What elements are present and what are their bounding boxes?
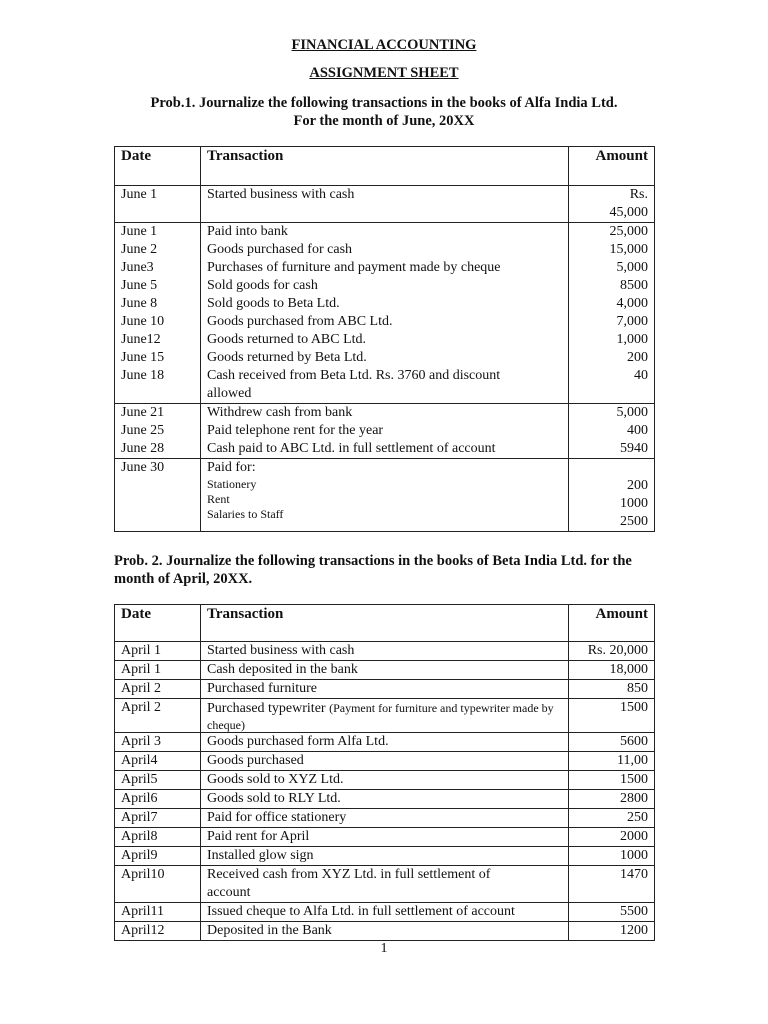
row-date: June 15 [115, 349, 201, 367]
row-amount: 8500 [569, 277, 655, 295]
table-row [115, 404, 655, 423]
row-date: June 10 [115, 313, 201, 331]
row-amount: 1500 [569, 699, 655, 733]
table-row [115, 313, 655, 331]
row-transaction: Sold goods for cash [201, 277, 569, 295]
row-amount: 11,00 [569, 752, 655, 771]
table-row [115, 699, 655, 733]
transaction-line: account [207, 885, 251, 900]
row-date: April 2 [115, 699, 201, 733]
table-row [115, 733, 655, 752]
row-transaction: Paid telephone rent for the year [201, 422, 569, 440]
prob1-heading-line2: For the month of June, 20XX [293, 113, 475, 129]
row-transaction: Goods sold to XYZ Ltd. [201, 771, 569, 790]
row-transaction: Withdrew cash from bank [201, 404, 569, 423]
row-transaction: Installed glow sign [201, 847, 569, 866]
col-header-date: Date [115, 605, 201, 642]
row-transaction: Goods sold to RLY Ltd. [201, 790, 569, 809]
col-header-transaction: Transaction [201, 147, 569, 186]
row-amount: 7,000 [569, 313, 655, 331]
row-date: April 3 [115, 733, 201, 752]
prob1-table [114, 146, 655, 532]
row-transaction: Paid rent for April [201, 828, 569, 847]
table-row [115, 277, 655, 295]
row-transaction: Cash deposited in the bank [201, 661, 569, 680]
row-amount: 5500 [569, 903, 655, 922]
col-header-transaction: Transaction [201, 605, 569, 642]
row-date: June 8 [115, 295, 201, 313]
table-row [115, 771, 655, 790]
row-amount: 2800 [569, 790, 655, 809]
table-row [115, 223, 655, 242]
table-row [115, 186, 655, 223]
row-amount: 5,000 [569, 259, 655, 277]
prob2-heading-line1: Prob. 2. Journalize the following transactions in the books of Beta India Ltd. for the [114, 553, 632, 569]
amount-value: 45,000 [609, 205, 648, 220]
row-transaction: Deposited in the Bank [201, 922, 569, 941]
row-date: June3 [115, 259, 201, 277]
row-date: April7 [115, 809, 201, 828]
row-date: April11 [115, 903, 201, 922]
row-date: April12 [115, 922, 201, 941]
row-amount: 1500 [569, 771, 655, 790]
row-date: April10 [115, 866, 201, 903]
row-amount: 1,000 [569, 331, 655, 349]
row-date: April9 [115, 847, 201, 866]
row-amount: 4,000 [569, 295, 655, 313]
row-amount: 1470 [569, 866, 655, 903]
row-amount: 40 [569, 367, 655, 404]
table-row [115, 259, 655, 277]
row-transaction: Cash paid to ABC Ltd. in full settlement of account [201, 440, 569, 459]
row-amount: Rs. 20,000 [569, 642, 655, 661]
row-amount: 400 [569, 422, 655, 440]
prob2-table [114, 604, 655, 941]
prob1-heading-line1: Prob.1. Journalize the following transactions in the books of Alfa India Ltd. [150, 95, 618, 111]
transaction-line: Paid for: [207, 460, 256, 475]
row-transaction: Started business with cash [201, 186, 569, 223]
row-transaction [201, 459, 569, 532]
row-amount [569, 186, 655, 223]
table-row [115, 828, 655, 847]
row-date: June 30 [115, 459, 201, 532]
expense-item-salaries: Salaries to Staff [207, 507, 284, 521]
row-date: June 5 [115, 277, 201, 295]
table-row [115, 680, 655, 699]
table-row [115, 866, 655, 903]
table-row [115, 440, 655, 459]
document-title: FINANCIAL ACCOUNTING [291, 37, 477, 53]
table-row [115, 752, 655, 771]
col-header-date: Date [115, 147, 201, 186]
row-transaction: Goods purchased [201, 752, 569, 771]
table-row [115, 661, 655, 680]
row-transaction: Purchased furniture [201, 680, 569, 699]
row-date: June 1 [115, 186, 201, 223]
row-transaction [201, 367, 569, 404]
amount-value: 1000 [620, 496, 648, 511]
row-amount [569, 459, 655, 532]
row-date: April8 [115, 828, 201, 847]
amount-value: 2500 [620, 514, 648, 529]
table-header-row [115, 605, 655, 642]
table-row [115, 642, 655, 661]
document-subtitle: ASSIGNMENT SHEET [309, 65, 459, 81]
table-row [115, 459, 655, 532]
row-transaction: Purchases of furniture and payment made by cheque [201, 259, 569, 277]
row-transaction [201, 866, 569, 903]
row-amount: 5600 [569, 733, 655, 752]
row-amount: 15,000 [569, 241, 655, 259]
transaction-line: Cash received from Beta Ltd. Rs. 3760 and discount [207, 368, 501, 383]
row-transaction: Sold goods to Beta Ltd. [201, 295, 569, 313]
table-row [115, 331, 655, 349]
table-row [115, 903, 655, 922]
row-transaction: Goods returned to ABC Ltd. [201, 331, 569, 349]
expense-item-rent: Rent [207, 492, 230, 506]
col-header-amount: Amount [569, 147, 655, 186]
table-row [115, 422, 655, 440]
row-date: April5 [115, 771, 201, 790]
row-amount: 5940 [569, 440, 655, 459]
row-amount: 250 [569, 809, 655, 828]
transaction-line: Received cash from XYZ Ltd. in full settlement of [207, 867, 491, 882]
row-date: June 1 [115, 223, 201, 242]
table-header-row [115, 147, 655, 186]
table-row [115, 295, 655, 313]
row-date: April 2 [115, 680, 201, 699]
row-date: April6 [115, 790, 201, 809]
table-row [115, 847, 655, 866]
row-amount: 200 [569, 349, 655, 367]
row-amount: 18,000 [569, 661, 655, 680]
row-transaction: Issued cheque to Alfa Ltd. in full settlement of account [201, 903, 569, 922]
table-row [115, 922, 655, 941]
table-row [115, 809, 655, 828]
table-row [115, 367, 655, 404]
row-date: June 21 [115, 404, 201, 423]
transaction-text: Purchased typewriter [207, 701, 326, 716]
page-number: 1 [380, 941, 388, 956]
prob2-heading-line2: month of April, 20XX. [114, 571, 253, 587]
row-date: June 28 [115, 440, 201, 459]
row-amount: 1200 [569, 922, 655, 941]
row-amount: 850 [569, 680, 655, 699]
table-row [115, 349, 655, 367]
amount-currency: Rs. [629, 187, 648, 202]
transaction-note-cont: cheque) [207, 718, 245, 732]
row-date: June12 [115, 331, 201, 349]
table-row [115, 241, 655, 259]
row-transaction: Started business with cash [201, 642, 569, 661]
row-amount: 25,000 [569, 223, 655, 242]
row-amount: 5,000 [569, 404, 655, 423]
row-date: June 25 [115, 422, 201, 440]
row-date: April 1 [115, 642, 201, 661]
row-amount: 2000 [569, 828, 655, 847]
transaction-note: (Payment for furniture and typewriter made by [329, 701, 554, 715]
row-transaction: Paid for office stationery [201, 809, 569, 828]
row-transaction: Goods purchased for cash [201, 241, 569, 259]
row-transaction: Paid into bank [201, 223, 569, 242]
expense-item-stationery: Stationery [207, 477, 257, 491]
row-date: April 1 [115, 661, 201, 680]
table-row [115, 790, 655, 809]
row-amount: 1000 [569, 847, 655, 866]
row-transaction [201, 699, 569, 733]
transaction-line: allowed [207, 386, 252, 401]
row-transaction: Goods purchased from ABC Ltd. [201, 313, 569, 331]
row-date: June 18 [115, 367, 201, 404]
row-transaction: Goods purchased form Alfa Ltd. [201, 733, 569, 752]
row-date: April4 [115, 752, 201, 771]
row-transaction: Goods returned by Beta Ltd. [201, 349, 569, 367]
col-header-amount: Amount [569, 605, 655, 642]
amount-value: 200 [627, 478, 648, 493]
row-date: June 2 [115, 241, 201, 259]
